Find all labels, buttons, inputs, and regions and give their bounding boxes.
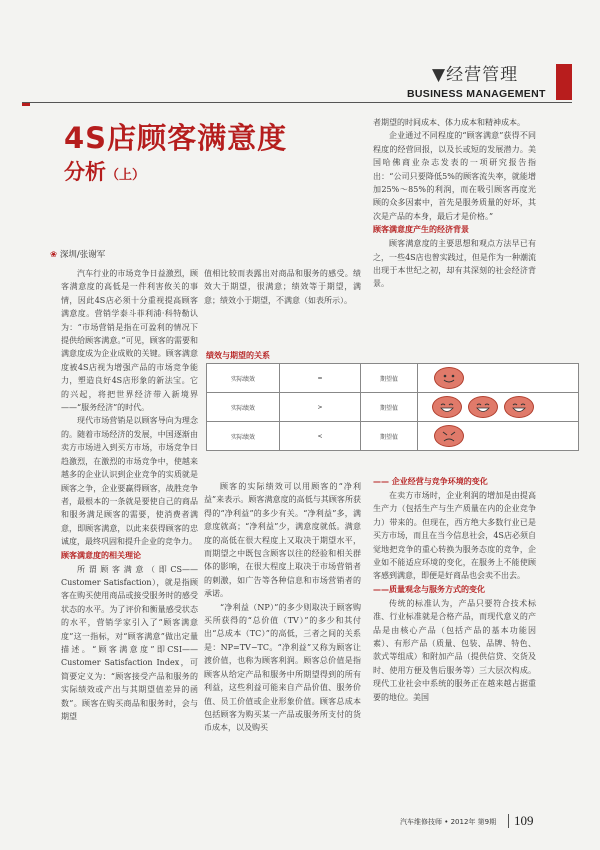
paragraph: 者期望的时间成本、体力成本和精神成本。 xyxy=(373,118,525,127)
author-line xyxy=(50,248,105,260)
table-row xyxy=(207,364,579,393)
section-label: ▼经营管理 xyxy=(432,65,519,85)
cell-op: > xyxy=(280,393,361,422)
happy-face-icon xyxy=(504,396,534,418)
column-1 xyxy=(61,267,198,723)
paragraph: 值相比较而表露出对商品和服务的感受。绩效大于期望，很满意；绩效等于期望，满意；绩效小于期望，不满意（如表所示）。 xyxy=(204,269,361,305)
cell-right: 期望值 xyxy=(361,393,418,422)
column-2-bottom xyxy=(204,480,361,735)
paragraph: 传统的标准认为，产品只要符合技术标准、行业标准就是合格产品，而现代意义的产品是由核心产品（包括产品的基本功能因素）、有形产品（质量、包装、品牌、特色、款式等组成）和附加产品（提供信贷、交货及时、使用方便及售后服务等）三大层次构成。现代工业社会中系统的服务正在越来越占据重要的地位。美国 xyxy=(373,598,536,702)
cell-faces xyxy=(418,364,579,393)
paragraph: “净利益（NP）”的多少则取决于顾客购买所获得的“总价值（TV）”的多少和其付出“总成本（TC）”的高低，三者之间的关系是：NP=TV−TC。“净利益”又称为顾客让渡价值，也称为顾客利润。顾客总价值是指顾客从给定产品和服务中所期望得到的所有利益，这些利益可能来自产品价值、服务价值、员工价值或企业形象价值。顾客总成本包括顾客为购买某一产品或服务所支付的货币成本，以及购买 xyxy=(204,602,361,733)
column-3-bottom xyxy=(373,475,536,704)
section-heading: —— 企业经营与竞争环境的变化 xyxy=(373,477,488,486)
header-rule-accent xyxy=(22,103,30,106)
cell-left: 实际绩效 xyxy=(207,422,280,451)
happy-face-icon xyxy=(468,396,498,418)
footer-divider xyxy=(508,814,509,828)
paragraph: 顾客满意度的主要思想和观点方法早已有之，一些4S店也曾实践过，但是作为一种潮流出现于本世纪之初，却有其深刻的社会经济背景。 xyxy=(373,239,536,289)
cell-right: 期望值 xyxy=(361,422,418,451)
cell-faces xyxy=(418,393,579,422)
column-3-top xyxy=(373,116,536,291)
subtitle-part: （上） xyxy=(106,168,146,183)
paragraph: 在卖方市场时，企业利润的增加是由提高生产力（包括生产与生产质量在内的企业竞争力）带来的。但现在，西方绝大多数行业已是买方市场，而且在当今信息社会，4S店必须自觉地把竞争的重心转换为服务态度的竞争，企业如不能适应环境的变化，在服务上不能使顾客感到满意，即便是好商品也会卖不出去。 xyxy=(373,491,536,581)
smile-face-icon xyxy=(434,367,464,389)
paragraph: 现代市场营销是以顾客导向为理念的。随着市场经济的发展，中国逐渐由卖方市场进入到买方市场，市场竞争日趋激烈，在激烈的市场竞争中，使越来越多的企业认识到企业竞争的实质就是顾客之争，企业要赢得顾客，战胜竞争者，最根本的一条就是要使自己的商品和服务满足顾客的需要，使消费者满意，即顾客满意，以此来获得顾客的忠诚度，最终巩固和提升企业的竞争力。 xyxy=(61,416,198,547)
journal-footer: 汽车维修技师 • 2012年 第9期 xyxy=(400,818,497,826)
page-number: 109 xyxy=(514,813,534,828)
section-heading: 顾客满意度的相关理论 xyxy=(61,550,141,560)
author-name: 深圳/张谢军 xyxy=(59,250,106,260)
performance-table xyxy=(206,363,579,451)
section-heading: ——质量观念与服务方式的变化 xyxy=(373,584,485,594)
cell-left: 实际绩效 xyxy=(207,393,280,422)
section-heading: 顾客满意度产生的经济背景 xyxy=(373,225,469,235)
header-rule xyxy=(22,102,572,103)
paragraph: 顾客的实际绩效可以用顾客的“净利益”来表示。顾客满意度的高低与其顾客所获得的“净利益”的多少有关。“净利益”多，满意度就高；“净利益”少，满意度就低。满意度的高低在很大程度上又取决于期望水平，而期望之中既包含顾客以往的经验和相关群体的影响，在很大程度上取决于市场营销者的刺激，如广告等各种信息和市场营销者的承诺。 xyxy=(204,482,361,599)
cell-op: < xyxy=(280,422,361,451)
paragraph: 汽车行业的市场竞争日益激烈，顾客满意度的高低是一件利害攸关的事情，因此4S店必须十分重视提高顾客满意度。营销学泰斗菲利浦·科特勒认为：“市场营销是指在可盈利的情况下提供给顾客满意。”可见，顾客的需要和满意度成为企业成败的关键。顾客满意度被4S店视为增强产品的市场竞争能力，塑造良好4S店形象的新法宝。它的兴起，将把世界经济带入新境界——“服务经济”的时代。 xyxy=(61,269,198,413)
happy-face-icon xyxy=(432,396,462,418)
section-label-en: BUSINESS MANAGEMENT xyxy=(407,88,546,100)
table-row xyxy=(207,393,579,422)
article-title: 4S店顾客满意度 xyxy=(64,121,288,155)
paragraph: 企业通过不同程度的“顾客满意”获得不同程度的经营回报，以及长或短的发展潜力。美国哈佛商业杂志发表的一项研究报告指出：“公司只要降低5%的顾客流失率，就能增加25%～85%的利润，而在吸引顾客再度光顾的众多因素中，首先是服务质量的好坏，其次是产品的本身，最后才是价格。” xyxy=(373,131,536,221)
subtitle-main: 分析 xyxy=(64,160,106,184)
cell-right: 期望值 xyxy=(361,364,418,393)
cell-op: = xyxy=(280,364,361,393)
table-title: 绩效与期望的关系 xyxy=(206,351,270,360)
cell-faces xyxy=(418,422,579,451)
section-color-bar xyxy=(556,64,572,100)
paragraph: 所谓顾客满意（即CS——Customer Satisfaction），就是指顾客在购买使用商品或接受服务时的感受状态的水平。为了评价和衡量感受状态的水平，营销学家引入了“顾客满意度”这一指标，对“顾客满意”做出定量描述。“顾客满意度”即CSI——Customer Satisfaction Index，可简要定义为：“顾客接受产品和服务的实际绩效或产出与其期望值差异的函数”。顾客在购买商品和服务时，会与期望 xyxy=(61,564,198,721)
article-subtitle xyxy=(64,156,145,186)
angry-face-icon xyxy=(434,425,464,447)
table-row xyxy=(207,422,579,451)
column-2-top xyxy=(204,267,361,307)
cell-left: 实际绩效 xyxy=(207,364,280,393)
author-bullet-icon: ❀ xyxy=(50,250,58,260)
